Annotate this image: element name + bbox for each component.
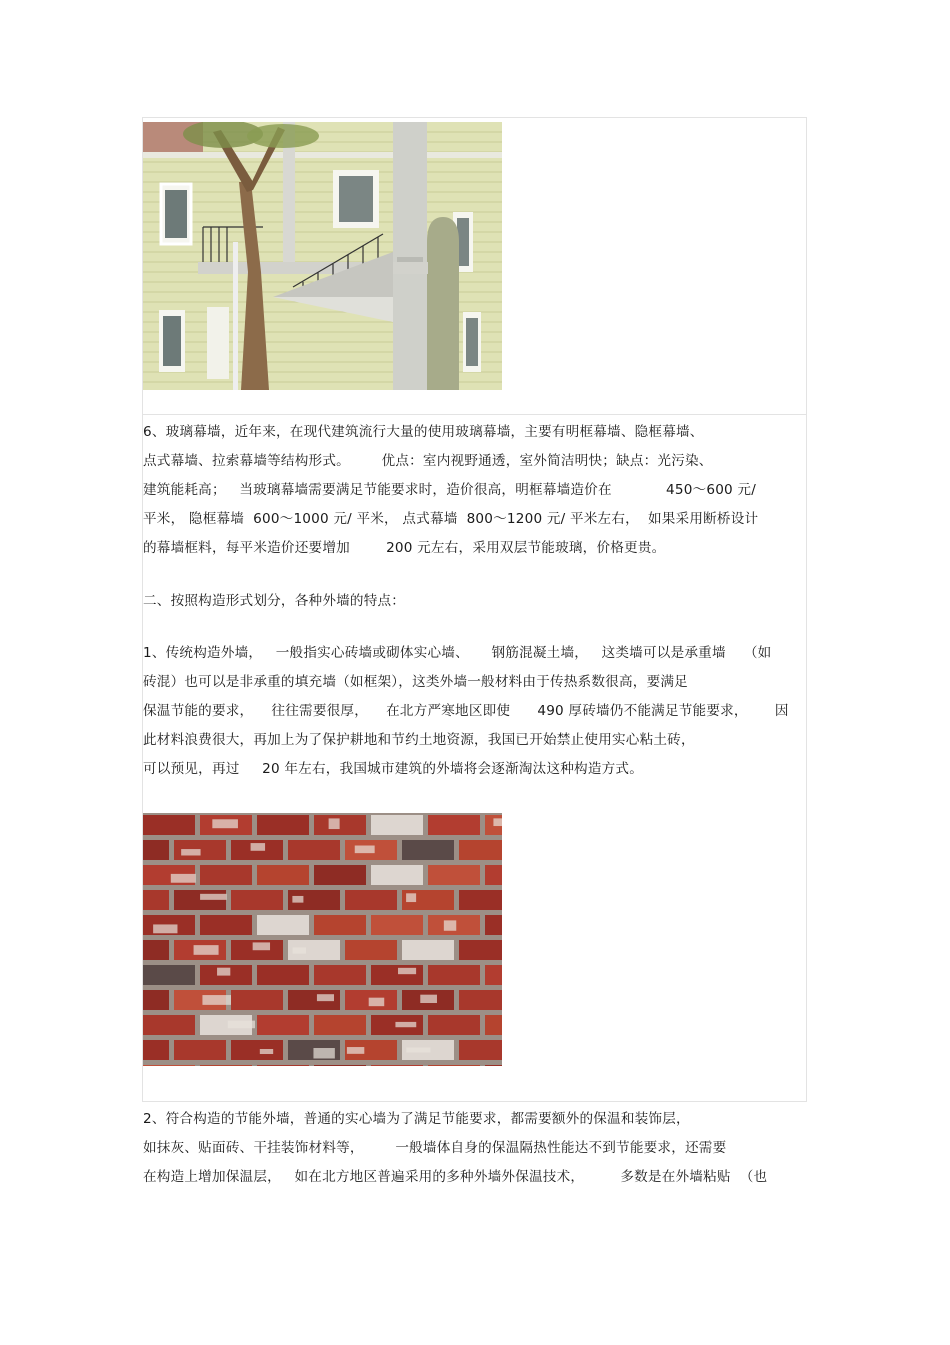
brick bbox=[314, 1015, 366, 1035]
brick bbox=[485, 915, 502, 935]
item1-line-5: 可以预见，再过 20 年左右，我国城市建筑的外墙将会逐渐淘汰这种构造方式。 bbox=[143, 761, 644, 777]
brick bbox=[459, 890, 502, 910]
brick bbox=[485, 1065, 502, 1066]
brick bbox=[428, 1015, 480, 1035]
brick bbox=[143, 840, 169, 860]
efflorescence-patch bbox=[398, 968, 416, 974]
brick bbox=[459, 940, 502, 960]
efflorescence-patch bbox=[212, 819, 238, 828]
brick bbox=[371, 1065, 423, 1066]
brick bbox=[314, 965, 366, 985]
brick bbox=[231, 890, 283, 910]
efflorescence-patch bbox=[228, 1021, 255, 1029]
brick bbox=[402, 940, 454, 960]
brick bbox=[314, 815, 366, 835]
brick bbox=[485, 865, 502, 885]
brick bbox=[459, 1040, 502, 1060]
brick bbox=[143, 940, 169, 960]
efflorescence-patch bbox=[260, 1049, 273, 1054]
brick bbox=[231, 990, 283, 1010]
efflorescence-patch bbox=[200, 894, 227, 900]
efflorescence-patch bbox=[292, 896, 303, 903]
brick bbox=[371, 865, 423, 885]
item1-line-4: 此材料浪费很大，再加上为了保护耕地和节约土地资源，我国已开始禁止使用实心粘土砖， bbox=[143, 732, 695, 748]
efflorescence-patch bbox=[181, 849, 200, 855]
brick bbox=[459, 840, 502, 860]
brick bbox=[459, 990, 502, 1010]
brick bbox=[371, 915, 423, 935]
brick bbox=[257, 1065, 309, 1066]
section6-line-5: 的幕墙框料，每平米造价还要增加 200 元左右，采用双层节能玻璃，价格更贵。 bbox=[143, 540, 666, 556]
brick bbox=[314, 865, 366, 885]
brick bbox=[257, 965, 309, 985]
brick bbox=[257, 815, 309, 835]
item1-line-1: 1、传统构造外墙， 一般指实心砖墙或砌体实心墙、 钢筋混凝土墙， 这类墙可以是承重墙 （如 bbox=[143, 645, 772, 661]
brick bbox=[174, 890, 226, 910]
brick bbox=[143, 1015, 195, 1035]
efflorescence-patch bbox=[171, 874, 196, 883]
section6-line-2: 点式幕墙、拉索幕墙等结构形式。 优点：室内视野通透，室外简洁明快；缺点：光污染、 bbox=[143, 453, 713, 469]
efflorescence-patch bbox=[202, 995, 231, 1005]
brick bbox=[174, 1040, 226, 1060]
brick bbox=[143, 1040, 169, 1060]
brick bbox=[143, 990, 169, 1010]
brick bbox=[257, 865, 309, 885]
brick bbox=[345, 890, 397, 910]
brick bbox=[288, 840, 340, 860]
brick bbox=[345, 940, 397, 960]
section-heading: 二、按照构造形式划分，各种外墙的特点： bbox=[143, 593, 406, 609]
brick bbox=[428, 1065, 480, 1066]
efflorescence-patch bbox=[217, 968, 230, 976]
brick bbox=[257, 1015, 309, 1035]
section6-line-3: 建筑能耗高； 当玻璃幕墙需要满足节能要求时，造价很高，明框幕墙造价在 450～600 元/ bbox=[143, 482, 756, 498]
efflorescence-patch bbox=[317, 994, 334, 1001]
brick bbox=[143, 965, 195, 985]
brick bbox=[143, 890, 169, 910]
brick bbox=[402, 840, 454, 860]
brick bbox=[428, 965, 480, 985]
brick bbox=[485, 1015, 502, 1035]
brick bbox=[143, 1065, 195, 1066]
brick bbox=[231, 1040, 283, 1060]
efflorescence-patch bbox=[369, 998, 385, 1007]
efflorescence-patch bbox=[347, 1047, 364, 1054]
efflorescence-patch bbox=[444, 920, 456, 930]
brick bbox=[200, 1065, 252, 1066]
efflorescence-patch bbox=[493, 818, 502, 826]
efflorescence-patch bbox=[313, 1048, 334, 1058]
brick bbox=[428, 815, 480, 835]
brick bbox=[257, 915, 309, 935]
item2-line-1: 2、符合构造的节能外墙，普通的实心墙为了满足节能要求，都需要额外的保温和装饰层， bbox=[143, 1111, 690, 1127]
item2-line-3: 在构造上增加保温层， 如在北方地区普遍采用的多种外墙外保温技术， 多数是在外墙粘贴 （也 bbox=[143, 1169, 768, 1185]
house-siding-photo bbox=[143, 122, 502, 390]
item1-line-2: 砖混）也可以是非承重的填充墙（如框架），这类外墙一般材料由于传热系数很高，要满足 bbox=[143, 674, 688, 690]
brick bbox=[314, 1065, 366, 1066]
efflorescence-patch bbox=[406, 893, 416, 902]
section6-line-1: 6、玻璃幕墙，近年来，在现代建筑流行大量的使用玻璃幕墙，主要有明框幕墙、隐框幕墙、 bbox=[143, 424, 704, 440]
efflorescence-patch bbox=[253, 942, 270, 950]
brick-wall-photo bbox=[143, 813, 502, 1066]
section6-line-4: 平米， 隐框幕墙 600～1000 元/ 平米， 点式幕墙 800～1200 元/ 平米左右， 如果采用断桥设计 bbox=[143, 511, 759, 527]
brick bbox=[485, 965, 502, 985]
efflorescence-patch bbox=[329, 818, 340, 829]
efflorescence-patch bbox=[251, 843, 265, 851]
efflorescence-patch bbox=[406, 1047, 430, 1052]
brick bbox=[200, 915, 252, 935]
brick bbox=[143, 815, 195, 835]
item2-line-2: 如抹灰、贴面砖、干挂装饰材料等， 一般墙体自身的保温隔热性能达不到节能要求，还需要 bbox=[143, 1140, 727, 1156]
efflorescence-patch bbox=[194, 945, 219, 955]
efflorescence-patch bbox=[355, 846, 375, 854]
brick bbox=[314, 915, 366, 935]
brick bbox=[428, 865, 480, 885]
efflorescence-patch bbox=[153, 924, 177, 933]
efflorescence-patch bbox=[420, 995, 437, 1003]
efflorescence-patch bbox=[293, 947, 306, 953]
item1-line-3: 保温节能的要求， 往往需要很厚， 在北方严寒地区即使 490 厚砖墙仍不能满足节能要求， 因 bbox=[143, 703, 789, 719]
efflorescence-patch bbox=[395, 1022, 416, 1027]
brick bbox=[371, 815, 423, 835]
brick bbox=[200, 865, 252, 885]
text-frame-mid bbox=[142, 415, 807, 812]
